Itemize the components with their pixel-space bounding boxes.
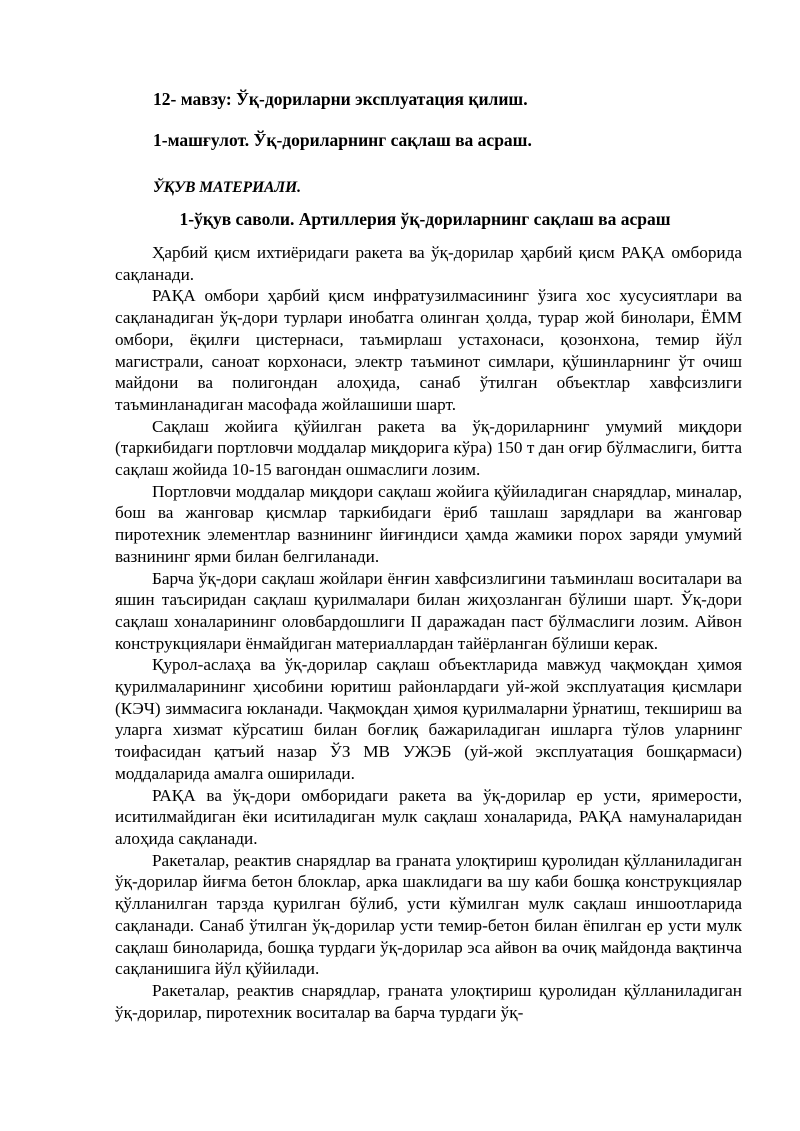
paragraph: Сақлаш жойига қўйилган ракета ва ўқ-дориларнинг умумий миқдори (таркибидаги портловчи моддалар миқдорига кўра) 150 т дан оғир бўлмаслиги, битта сақлаш жойида 10-15 вагондан ошмаслиги лозим. — [115, 416, 742, 480]
paragraph: Қурол-аслаҳа ва ўқ-дорилар сақлаш объектларида мавжуд чақмоқдан ҳимоя қурилмаларининг ҳисобини юритиш районлардаги уй-жой эксплуатация қисмлари (КЭЧ) зиммасига юкланади. Чақмоқдан ҳимоя қурилмаларни ўрнатиш, текшириш ва уларга хизмат кўрсатиш билан боғлиқ бажариладиган ишларга тўлов уларнинг тоифасидан қатъий назар ЎЗ МВ УЖЭБ (уй-жой эксплуатация бошқармаси) моддаларида амалга оширилади. — [115, 655, 742, 783]
paragraph: Барча ўқ-дори сақлаш жойлари ёнғин хавфсизлигини таъминлаш воситалари ва яшин таъсиридан сақлаш қурилмалари билан жиҳозланган бўлиши шарт. Ўқ-дори сақлаш хоналарининг оловбардошлиги II даражадан паст бўлмаслиги лозим. Айвон конструкциялари ёнмайдиган материаллардан тайёрланган бўлиши керак. — [115, 568, 742, 653]
paragraph: Ракеталар, реактив снарядлар ва граната улоқтириш қуролидан қўлланиладиган ўқ-дорилар йиғма бетон блоклар, арка шаклидаги ва шу каби бошқа конструкциялар қўлланилган тарзда қурилган бўлиб, усти кўмилган мулк сақлаш иншоотларида сақланади. Санаб ўтилган ўқ-дорилар усти темир-бетон билан ёпилган ер усти мулк сақлаш биноларида, бошқа турдаги ўқ-дорилар эса айвон ва очиқ майдонда вақтинча сақланишига йўл қўйилади. — [115, 850, 742, 979]
paragraph: Портловчи моддалар миқдори сақлаш жойига қўйиладиган снарядлар, миналар, бош ва жанговар қисмлар таркибидаги ёриб ташлаш зарядлари ва жанговар пиротехник элементлар вазнининг йиғиндиси ҳамда жамики порох заряди умумий вазнининг ярми билан белгиланади. — [115, 481, 742, 566]
lesson-heading: 1-машғулот. Ўқ-дориларнинг сақлаш ва асраш. — [153, 130, 532, 150]
question-heading: 1-ўқув саволи. Артиллерия ўқ-дориларнинг сақлаш ва асраш — [179, 209, 671, 229]
material-label: ЎҚУВ МАТЕРИАЛИ. — [153, 179, 302, 196]
paragraph: РАҚА омбори ҳарбий қисм инфратузилмасининг ўзига хос хусусиятлари ва сақланадиган ўқ-дори турлари инобатга олинган ҳолда, турар жой бинолари, ЁММ омбори, ёқилғи цистернаси, таъмирлаш устахонаси, қозонхона, темир йўл магистрали, саноат корхонаси, электр таъминот симлари, қўшинларнинг ўт очиш майдони ва полигондан алоҳида, санаб ўтилган объектлар хавфсизлиги таъминланадиган масофада жойлашиши шарт. — [115, 286, 742, 414]
topic-heading: 12- мавзу: Ўқ-дориларни эксплуатация қилиш. — [153, 89, 528, 109]
paragraph: Ракеталар, реактив снарядлар, граната улоқтириш қуролидан қўлланиладиган ўқ-дорилар, пиротехник воситалар ва барча турдаги ўқ- — [115, 980, 742, 1022]
paragraph: РАҚА ва ўқ-дори омборидаги ракета ва ўқ-дорилар ер усти, яримерости, иситилмайдиган ёки иситиладиган мулк сақлаш хоналарида, РАҚА намуналаридан алоҳида сақланади. — [115, 785, 742, 848]
body-text — [115, 242, 742, 1023]
paragraph: Ҳарбий қисм ихтиёридаги ракета ва ўқ-дорилар ҳарбий қисм РАҚА омборида сақланади. — [115, 243, 742, 284]
